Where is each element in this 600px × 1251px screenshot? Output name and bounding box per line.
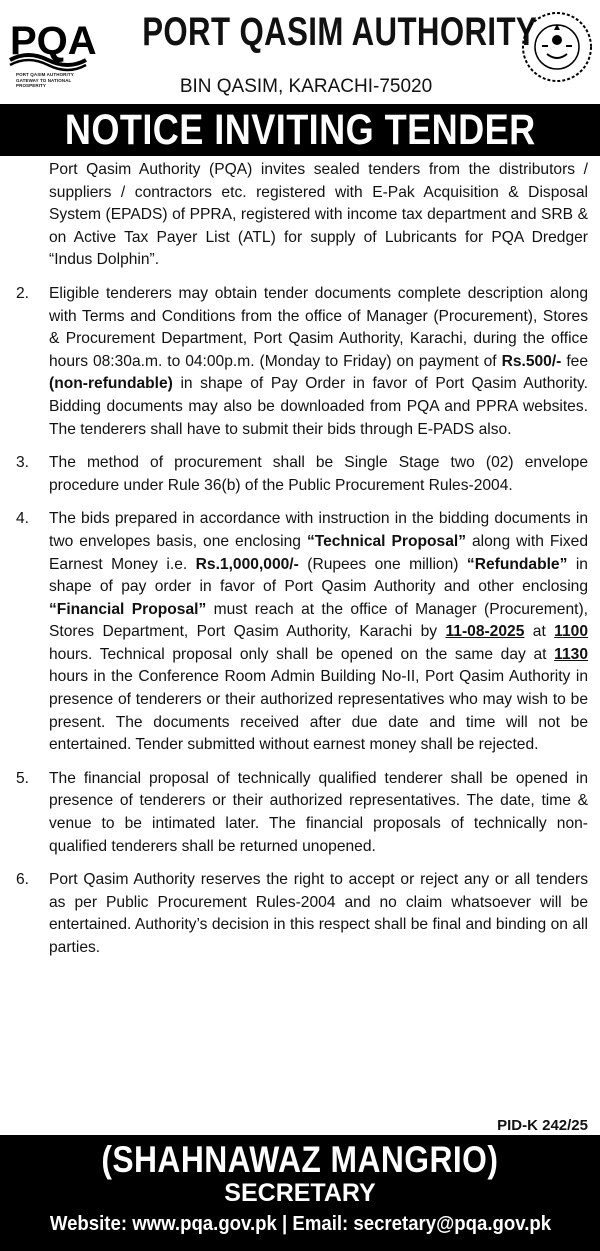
paragraph-number: 4. [16, 510, 30, 528]
contact-line: Website: www.pqa.gov.pk | Email: secretary@pqa.gov.pk [49, 1213, 551, 1235]
paragraph-text: Port Qasim Authority (PQA) invites sealed tenders from the distributors / suppliers / contractors etc. registered with E-Pak Acquisition & Disposal System (EPADS) of PPRA, registered with income tax department and SRB & on Active Tax Payer List (ATL) for supply of Lubricants for PQA Dredger “Indus Dolphin”. [49, 161, 588, 269]
ministry-emblem-icon [520, 10, 594, 84]
paragraph-text: Rs.500/- [501, 352, 562, 370]
paragraph-text: The method of procurement shall be Single Stage two (02) envelope procedure under Rule 36(b) of the Public Procurement Rules-2004. [49, 454, 588, 494]
paragraph-text: Eligible tenderers may obtain tender documents complete description along with Terms and Conditions from the office of Manager (Procurement), Stores & Procurement Department, Port Qasim Authority, Karachi, during the office hours 08:30a.m. to 04:00p.m. (Monday to Friday) on payment of [49, 284, 588, 370]
tender-paragraph [0, 452, 600, 497]
paragraph-number: 6. [16, 871, 30, 889]
paragraph-text: Rs.1,000,000/- [195, 555, 299, 573]
organization-address: BIN QASIM, KARACHI-75020 [179, 76, 433, 97]
paragraph-text: along with Fixed Earnest Money i.e. [49, 532, 588, 573]
paragraph-text: must reach at the office of Manager (Procurement), Stores Department, Port Qasim Authority, Karachi by [49, 600, 588, 641]
paragraph-text: 1130 [554, 645, 588, 663]
paragraph-text: at [524, 623, 555, 641]
logo-letters: PQA [10, 19, 97, 63]
organization-name: PORT QASIM AUTHORITY [142, 10, 538, 54]
tender-paragraph [0, 768, 600, 858]
notice-body [0, 159, 600, 971]
paragraph-text: hours in the Conference Room Admin Building No-II, Port Qasim Authority in presence of tenderers or their authorized representatives who may wish to be present. The documents received after due date and time will not be entertained. Tender submitted without earnest money shall be rejected. [49, 668, 588, 754]
paragraph-text: 11-08-2025 [445, 623, 525, 641]
paragraph-text: hours. Technical proposal only shall be opened on the same day at [49, 645, 555, 663]
notice-title: NOTICE INVITING TENDER [64, 106, 536, 154]
tender-paragraph [0, 159, 600, 272]
footer [0, 1135, 600, 1251]
logo-tagline-2: GATEWAY TO NATIONAL PROSPERITY [16, 78, 72, 88]
paragraph-text: 1100 [554, 623, 589, 641]
header [0, 0, 600, 105]
tender-paragraph [0, 283, 600, 441]
paragraph-text: in shape of pay order in favor of Port Qasim Authority and other enclosing [49, 555, 588, 596]
paragraph-text: “Financial Proposal” [49, 600, 207, 618]
paragraph-text: (Rupees one million) [298, 555, 467, 573]
notice-title-banner [0, 104, 600, 156]
tender-paragraph [0, 508, 600, 757]
signatory-designation: SECRETARY [224, 1179, 376, 1207]
paragraph-number: 3. [16, 454, 30, 472]
pqa-logo [8, 16, 97, 88]
paragraph-text: The financial proposal of technically qualified tenderer shall be opened in presence of tenderers or their authorized representatives. The date, time & venue to be intimated later. The financial proposals of technically non-qualified tenderers shall be returned unopened. [49, 769, 588, 855]
paragraph-text: in shape of Pay Order in favor of Port Qasim Authority. Bidding documents may also be downloaded from PQA and PPRA websites. The tenderers shall have to submit their bids through E-PADS also. [49, 375, 588, 438]
paragraph-text: The bids prepared in accordance with instruction in the bidding documents in two envelopes basis, one enclosing [49, 510, 588, 550]
logo-tagline-1: PORT QASIM AUTHORITY [16, 72, 74, 77]
paragraph-text: Port Qasim Authority reserves the right to accept or reject any or all tenders as per Public Procurement Rules-2004 and no claim whatsoever will be entertained. Authority’s decision in this respect shall be final and binding on all parties. [49, 871, 588, 956]
paragraph-text: (non-refundable) [49, 375, 173, 393]
pqa-logo-icon [8, 16, 97, 66]
signatory-name: (SHAHNAWAZ MANGRIO) [101, 1139, 499, 1180]
paragraph-text: “Technical Proposal” [306, 532, 467, 550]
paragraph-text: fee [561, 352, 589, 370]
paragraph-number: 5. [16, 769, 30, 787]
tender-paragraph [0, 869, 600, 959]
pid-reference: PID-K 242/25 [497, 1117, 588, 1134]
paragraph-text: “Refundable” [466, 555, 568, 573]
paragraph-number: 2. [16, 284, 30, 302]
